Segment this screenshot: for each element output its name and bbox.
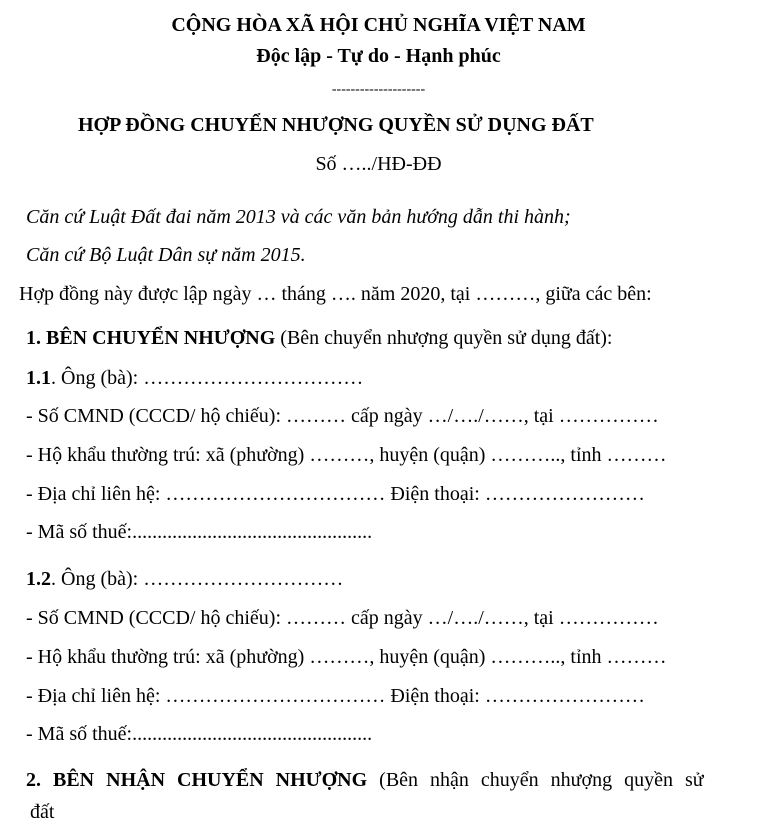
person-1-1-tax: - Mã số thuế:................................................ <box>26 521 373 543</box>
person-1-1-name <box>26 366 363 390</box>
section2-continuation: đất <box>30 801 55 823</box>
person-1-2-address: - Địa chỉ liên hệ: …………………………… Điện thoại: …………………… <box>26 685 645 707</box>
section1-heading <box>26 326 612 350</box>
intro-line: Hợp đồng này được lập ngày … tháng …. năm 2020, tại ………, giữa các bên: <box>19 283 652 305</box>
person-label-number: 1.1 <box>26 367 51 389</box>
section1-heading-bold: 1. BÊN CHUYỂN NHƯỢNG <box>26 327 276 349</box>
person-1-2-id: - Số CMND (CCCD/ hộ chiếu): ……… cấp ngày …/…./……, tại …………… <box>26 607 659 629</box>
legal-basis-1: Căn cứ Luật Đất đai năm 2013 và các văn bản hướng dẫn thi hành; <box>26 206 571 228</box>
person-1-2-residence: - Hộ khẩu thường trú: xã (phường) ………, huyện (quận) ……….., tỉnh ……… <box>26 646 667 668</box>
section1-heading-rest: (Bên chuyển nhượng quyền sử dụng đất): <box>275 327 613 349</box>
section2-heading-rest: (Bên nhận chuyển nhượng quyền sử <box>367 769 704 791</box>
document-number: Số …../HĐ-ĐĐ <box>315 153 442 175</box>
legal-basis-2: Căn cứ Bộ Luật Dân sự năm 2015. <box>26 244 306 266</box>
document-title: HỢP ĐỒNG CHUYỂN NHƯỢNG QUYỀN SỬ DỤNG ĐẤT <box>78 114 594 136</box>
person-label-rest: . Ông (bà): …………………………… <box>51 367 364 389</box>
person-label-rest: . Ông (bà): ………………………… <box>51 568 344 590</box>
section2-heading-bold: 2. BÊN NHẬN CHUYỂN NHƯỢNG <box>26 769 368 791</box>
header-separator: -------------------- <box>331 82 426 97</box>
person-label-number: 1.2 <box>26 568 51 590</box>
motto: Độc lập - Tự do - Hạnh phúc <box>256 45 501 67</box>
person-1-1-residence: - Hộ khẩu thường trú: xã (phường) ………, huyện (quận) ……….., tỉnh ……… <box>26 444 667 466</box>
section2-heading <box>26 768 704 792</box>
person-1-1-address: - Địa chỉ liên hệ: …………………………… Điện thoại: …………………… <box>26 483 645 505</box>
person-1-2-tax: - Mã số thuế:................................................ <box>26 723 373 745</box>
person-1-2-name <box>26 567 343 591</box>
nation-header: CỘNG HÒA XÃ HỘI CHỦ NGHĨA VIỆT NAM <box>171 14 586 36</box>
person-1-1-id: - Số CMND (CCCD/ hộ chiếu): ……… cấp ngày …/…./……, tại …………… <box>26 405 659 427</box>
